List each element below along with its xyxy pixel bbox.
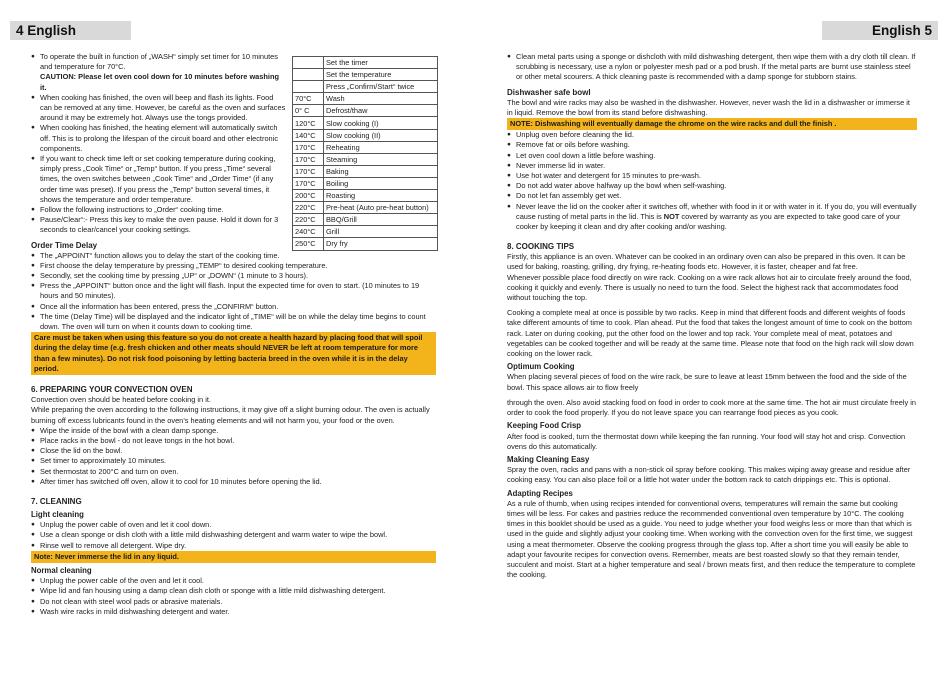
caution-note: CAUTION: Please let oven cool down for 10 minutes before washing it. bbox=[40, 72, 280, 92]
temperature-cell: 220°C bbox=[293, 202, 324, 214]
section-heading: 6. PREPARING YOUR CONVECTION OVEN bbox=[31, 385, 193, 395]
temperature-cell: 70°C bbox=[293, 93, 324, 105]
warning-highlight: Care must be taken when using this feature so you do not create a health hazard by placing food that will spoil during the delay time (e.g. fresh chicken and other meats should NEVER be left at room temperature for more than a few minutes). Do not risk food poisoning by letting bacteria breed in the oven while it is in the delay period. bbox=[31, 332, 436, 375]
list-item: ● First choose the delay temperature by pressing „TEMP“ to desired cooking temperature. bbox=[31, 261, 436, 271]
paragraph: When placing several pieces of food on the wire rack, be sure to leave at least 15mm between the food and the side of the bowl. This space allows air to flow freely bbox=[507, 372, 907, 392]
temperature-cell: 170°C bbox=[293, 141, 324, 153]
list-item: ● Close the lid on the bowl. bbox=[31, 446, 436, 456]
temperature-cell: 0° C bbox=[293, 105, 324, 117]
temperature-cell: 170°C bbox=[293, 153, 324, 165]
list-item: ● Press the „APPOINT“ button once and the light will flash. Input the expected time for oven to start. (10 minutes to 19 hours and 50 minutes). bbox=[31, 281, 436, 301]
list-item: ● Once all the information has been entered, press the „CONFIRM“ button. bbox=[31, 302, 436, 312]
list-item: ● Follow the following instructions to „Order“ cooking time. bbox=[31, 205, 286, 215]
temperature-cell: 170°C bbox=[293, 177, 324, 189]
note-highlight: Note: Never immerse the lid in any liquid. bbox=[31, 551, 436, 563]
list-item: ● Unplug the power cable of the oven and let it cool. bbox=[31, 576, 436, 586]
list-item: ● Wipe lid and fan housing using a damp clean dish cloth or sponge with a little mild dishwashing detergent. bbox=[31, 586, 436, 596]
function-cell: Wash bbox=[324, 93, 438, 105]
temperature-cell: 140°C bbox=[293, 129, 324, 141]
list-item: ● Let oven cool down a little before washing. bbox=[507, 151, 917, 161]
paragraph: through the oven. Also avoid stacking food on food in order to cook more at the same time. The hot air must circulate freely in order to cook the food properly. If you do not leave space you can rearrange food pieces as you cook. bbox=[507, 397, 917, 418]
section-heading: 8. COOKING TIPS bbox=[507, 242, 575, 252]
temperature-cell: 220°C bbox=[293, 214, 324, 226]
function-cell: Boiling bbox=[324, 177, 438, 189]
paragraph: While preparing the oven according to the following instructions, it may give off a slight burning odour. The oven is actually burning off excess lubricants found in the oven’s heating elements and will not harm you, your food or the oven. bbox=[31, 405, 430, 425]
list-item: ● Rinse well to remove all detergent. Wipe dry. bbox=[31, 541, 436, 551]
list-item: ● To operate the built in function of „WASH“ simply set timer for 10 minutes and temperature for 70°C. bbox=[31, 52, 286, 72]
page-header-left: 4 English bbox=[10, 21, 131, 40]
list-item: ● Set timer to approximately 10 minutes. bbox=[31, 456, 436, 466]
temperature-cell: 170°C bbox=[293, 165, 324, 177]
function-cell: Defrost/thaw bbox=[324, 105, 438, 117]
list-item: ● Use a clean sponge or dish cloth with a little mild dishwashing detergent and warm water to wipe the bowl. bbox=[31, 530, 436, 540]
warranty-text-b: covered by warranty as you are expected to take good care of your cooker by keeping it clean and dry after cooking and/or washing. bbox=[516, 211, 901, 232]
function-cell: Grill bbox=[324, 226, 438, 238]
list-item: ● Never immerse lid in water. bbox=[507, 161, 917, 171]
function-cell: Press „Confirm/Start“ twice bbox=[324, 81, 438, 93]
list-item: ● Remove fat or oils before washing. bbox=[507, 140, 917, 150]
list-item: ● Pause/Clear“:- Press this key to make the oven pause. Hold it down for 3 seconds to clear/cancel your cooking settings. bbox=[31, 215, 286, 235]
list-item: ● Set thermostat to 200°C and turn on oven. bbox=[31, 467, 436, 477]
temperature-cell: 200°C bbox=[293, 190, 324, 202]
list-item: ● Wash wire racks in mild dishwashing detergent and water. bbox=[31, 607, 436, 617]
function-cell: BBQ/Grill bbox=[324, 214, 438, 226]
function-cell: Dry fry bbox=[324, 238, 438, 250]
list-item: ● If you want to check time left or set cooking temperature during cooking, simply press „Cook Time“ or „Temp“ button. If you press „Time“ several times, the oven switches between „Cook Time“ and „Order Time“ (if any order time was preset). If you press the „Temp“ button several times, it shows the temperature and order temperature. bbox=[31, 154, 286, 205]
list-item: ● Secondly, set the cooking time by pressing „UP“ or „DOWN“ (1 minute to 3 hours). bbox=[31, 271, 436, 281]
list-item: ● Unplug the power cable of oven and let it cool down. bbox=[31, 520, 436, 530]
function-cell: Reheating bbox=[324, 141, 438, 153]
list-item: ● Use hot water and detergent for 15 minutes to pre-wash. bbox=[507, 171, 917, 181]
list-item: ● After timer has switched off oven, allow it to cool for 10 minutes before opening the lid. bbox=[31, 477, 436, 487]
right-column bbox=[507, 52, 917, 580]
note-highlight: NOTE: Dishwashing will eventually damage the chrome on the wire racks and dull the finish . bbox=[507, 118, 917, 130]
paragraph: After food is cooked, turn the thermostat down while keeping the fan running. Your food will stay hot and crisp. Convection ovens do this automatically. bbox=[507, 431, 906, 451]
paragraph: Firstly, this appliance is an oven. Whatever can be cooked in an ordinary oven can also be prepared in this oven. It can be used for baking, roasting, grilling, dry frying, re-heating foods etc. However, it is faster, cheaper and fat free. bbox=[507, 252, 906, 272]
subsection-heading: Making Cleaning Easy bbox=[507, 454, 590, 464]
function-cell: Set the timer bbox=[324, 57, 438, 69]
list-item: ● Unplug oven before cleaning the lid. bbox=[507, 130, 917, 140]
temperature-cell: 250°C bbox=[293, 238, 324, 250]
list-item: ● The „APPOINT“ function allows you to delay the start of the cooking time. bbox=[31, 251, 436, 261]
list-item: ● When cooking has finished, the oven will beep and flash its lights. Food can be removed at any time. However, be careful as the oven and surfaces around it may be extremely hot. Always use the tongs provided. bbox=[31, 93, 286, 124]
paragraph: Cooking a complete meal at once is possible by two racks. Keep in mind that different foods and different weights of foods take different amounts of time to cook. Plan ahead. Put the food that takes the longest amount of time to cook on the bottom rack. Later on during cooking, put the other food on the lower and top rack. Your complete meal of meat, potatoes and vegetables can be cooked together and will be ready at the same time. Please note that food on the high rack will slow down cooking on the lower rack. bbox=[507, 308, 914, 359]
section-heading: Order Time Delay bbox=[31, 240, 98, 250]
temperature-cell: 120°C bbox=[293, 117, 324, 129]
page-header-right: English 5 bbox=[822, 21, 938, 40]
paragraph: Whenever possible place food directly on wire rack. Cooking on a wire rack allows hot air to circulate freely around the food, cooking it quickly and evenly. There is usually no need to turn the food. Select the highest rack that accommodates food without touching the top. bbox=[507, 272, 912, 303]
function-cell: Pre-heat (Auto pre-heat button) bbox=[324, 202, 438, 214]
section-heading: Dishwasher safe bowl bbox=[507, 87, 591, 97]
subsection-heading: Keeping Food Crisp bbox=[507, 421, 582, 431]
list-item bbox=[507, 202, 917, 233]
section-heading: 7. CLEANING bbox=[31, 496, 82, 506]
function-cell: Slow cooking (II) bbox=[324, 129, 438, 141]
function-cell: Steaming bbox=[324, 153, 438, 165]
warranty-text-a: Never leave the lid on the cooker after it switches off, whether with food in it or with water in it. If you do, you will eventually cause rusting of metal parts in the lid. This is bbox=[516, 201, 917, 221]
list-item: ● Wipe the inside of the bowl with a clean damp sponge. bbox=[31, 426, 436, 436]
list-item: ● Do not clean with steel wool pads or abrasive materials. bbox=[31, 597, 436, 607]
list-item: ● Place racks in the bowl - do not leave tongs in the hot bowl. bbox=[31, 436, 436, 446]
paragraph: As a rule of thumb, when using recipes intended for conventional ovens, temperatures will remain the same but cooking times will be less. For cakes and pastries reduce the recommended conventional oven temperature by 10°C. The cooking times in this booklet should be used as a guide. You need to judge whether your food weighs less or more than that which is used in the guide and slightly adjust your cooking time. When working with the convection oven for the first time, we suggest using a meat thermometer. Observe the cooking progress through the glass top. After a short time you will easily be able to adapt your favourite recipes for convection ovens. Remember, meats are best roasted slowly so that they remain tender, succulent and moist. Start at a higher temperature and seal / brown meats first, and then reduce the temperature to complete the cooking. bbox=[507, 498, 916, 580]
list-item: ● Do not let fan assembly get wet. bbox=[507, 191, 917, 201]
left-column bbox=[31, 52, 436, 617]
paragraph: The bowl and wire racks may also be washed in the dishwasher. However, never wash the lid in a dishwasher or immerse it in liquid. Remove the bowl from its stand before dishwashing. bbox=[507, 97, 910, 117]
list-item: ● Do not add water above halfway up the bowl when self-washing. bbox=[507, 181, 917, 191]
function-cell: Roasting bbox=[324, 190, 438, 202]
function-cell: Baking bbox=[324, 165, 438, 177]
list-item: ● The time (Delay Time) will be displayed and the indicator light of „TIME“ will be on while the delay time begins to count down. The oven will turn on when it counts down to cooking time. bbox=[31, 312, 436, 332]
subsection-heading: Light cleaning bbox=[31, 509, 84, 519]
temperature-cell: 240°C bbox=[293, 226, 324, 238]
paragraph: Spray the oven, racks and pans with a non-stick oil spray before cooking. This makes wiping away grease and residue after cooking easy. You can also place foil or a little hot water under the bottom rack to catch drippings etc. This is optional. bbox=[507, 465, 911, 485]
list-item: ● When cooking has finished, the heating element will automatically switch off. This is to prolong the lifespan of the circuit board and other electronic components. bbox=[31, 123, 286, 154]
subsection-heading: Optimum Cooking bbox=[507, 362, 575, 372]
function-cell: Set the temperature bbox=[324, 69, 438, 81]
warranty-not: NOT bbox=[663, 211, 680, 221]
subsection-heading: Normal cleaning bbox=[31, 565, 92, 575]
list-item: ● Clean metal parts using a sponge or dishcloth with mild dishwashing detergent, then wipe them with a dry cloth till clean. If scrubbing is necessary, use a nylon or polyester mesh pad or a pod brush. If the metal parts are burnt use stainless steel or other metal scourers. A thick cleaning paste is recommended with a damp sponge for stubborn stains. bbox=[507, 52, 917, 83]
subsection-heading: Adapting Recipes bbox=[507, 488, 573, 498]
function-cell: Slow cooking (I) bbox=[324, 117, 438, 129]
paragraph: Convection oven should be heated before cooking in it. bbox=[31, 395, 211, 405]
